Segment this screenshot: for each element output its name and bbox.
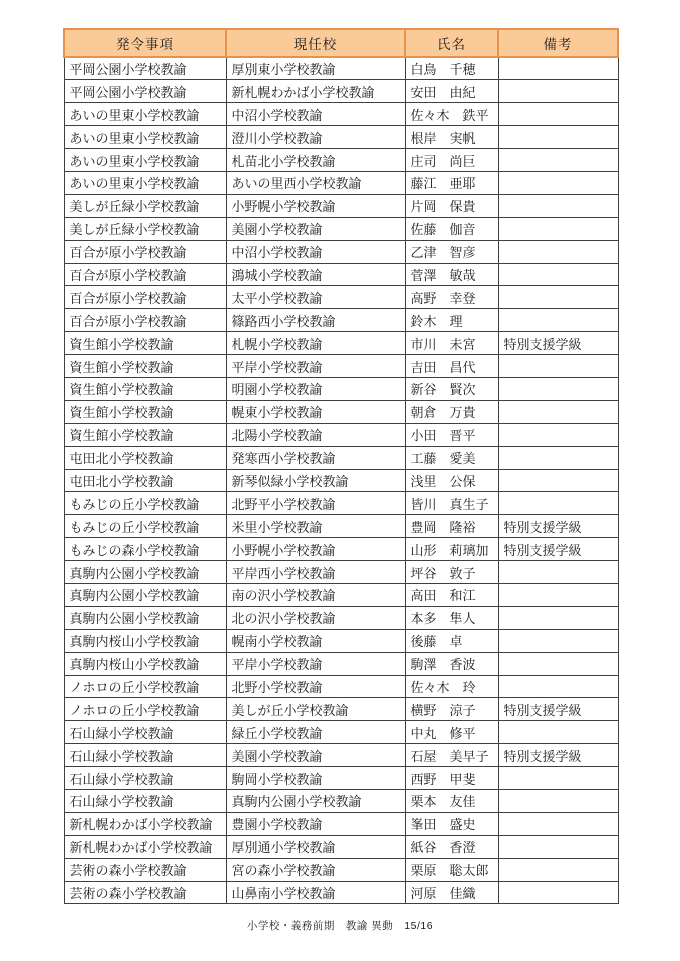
cell-order: 真駒内桜山小学校教諭: [64, 629, 226, 652]
cell-note: [498, 767, 618, 790]
cell-order: 資生館小学校教諭: [64, 332, 226, 355]
cell-order: 屯田北小学校教諭: [64, 446, 226, 469]
cell-school: 太平小学校教諭: [226, 286, 405, 309]
table-row: [64, 103, 618, 126]
cell-note: [498, 492, 618, 515]
cell-school: あいの里西小学校教諭: [226, 171, 405, 194]
cell-name: 石屋 美早子: [405, 744, 498, 767]
cell-order: 資生館小学校教諭: [64, 355, 226, 378]
cell-name: 佐々木 玲: [405, 675, 498, 698]
table-row: [64, 744, 618, 767]
cell-note: [498, 629, 618, 652]
table-row: [64, 606, 618, 629]
cell-order: もみじの丘小学校教諭: [64, 515, 226, 538]
cell-note: [498, 217, 618, 240]
cell-order: 資生館小学校教諭: [64, 400, 226, 423]
cell-school: 北野平小学校教諭: [226, 492, 405, 515]
cell-order: 百合が原小学校教諭: [64, 240, 226, 263]
cell-name: 浅里 公保: [405, 469, 498, 492]
cell-name: 高野 幸登: [405, 286, 498, 309]
cell-note: [498, 309, 618, 332]
cell-note: [498, 652, 618, 675]
cell-school: 明園小学校教諭: [226, 377, 405, 400]
cell-name: 紙谷 香澄: [405, 835, 498, 858]
cell-note: [498, 194, 618, 217]
cell-school: 澄川小学校教諭: [226, 126, 405, 149]
table-row: [64, 492, 618, 515]
table-row: [64, 767, 618, 790]
cell-school: 厚別通小学校教諭: [226, 835, 405, 858]
cell-school: 緑丘小学校教諭: [226, 721, 405, 744]
cell-order: 芸術の森小学校教諭: [64, 858, 226, 881]
cell-name: 高田 和江: [405, 583, 498, 606]
table-body: [64, 57, 618, 904]
cell-note: [498, 263, 618, 286]
table-row: [64, 57, 618, 80]
cell-note: 特別支援学級: [498, 515, 618, 538]
cell-order: あいの里東小学校教諭: [64, 126, 226, 149]
table-row: [64, 812, 618, 835]
cell-order: 美しが丘緑小学校教諭: [64, 217, 226, 240]
table-row: [64, 515, 618, 538]
table-row: [64, 561, 618, 584]
cell-name: 佐々木 鉄平: [405, 103, 498, 126]
cell-school: 中沼小学校教諭: [226, 240, 405, 263]
cell-name: 藤江 亜耶: [405, 171, 498, 194]
cell-school: 美園小学校教諭: [226, 744, 405, 767]
table-row: [64, 675, 618, 698]
cell-note: [498, 103, 618, 126]
cell-note: [498, 446, 618, 469]
cell-school: 発寒西小学校教諭: [226, 446, 405, 469]
cell-name: 西野 甲斐: [405, 767, 498, 790]
cell-name: 駒澤 香波: [405, 652, 498, 675]
cell-name: 吉田 昌代: [405, 355, 498, 378]
table-row: [64, 423, 618, 446]
cell-note: [498, 240, 618, 263]
cell-note: 特別支援学級: [498, 332, 618, 355]
table-header-row: [64, 29, 618, 57]
cell-note: [498, 835, 618, 858]
table-row: [64, 881, 618, 904]
cell-school: 札幌小学校教諭: [226, 332, 405, 355]
cell-note: [498, 171, 618, 194]
cell-school: 厚別東小学校教諭: [226, 57, 405, 80]
cell-school: 米里小学校教諭: [226, 515, 405, 538]
cell-name: 乙津 智彦: [405, 240, 498, 263]
cell-note: [498, 858, 618, 881]
cell-order: 百合が原小学校教諭: [64, 286, 226, 309]
cell-order: あいの里東小学校教諭: [64, 149, 226, 172]
table-row: [64, 80, 618, 103]
cell-order: 真駒内公園小学校教諭: [64, 561, 226, 584]
cell-note: [498, 377, 618, 400]
cell-order: 真駒内桜山小学校教諭: [64, 652, 226, 675]
cell-name: 小田 晋平: [405, 423, 498, 446]
cell-name: 後藤 卓: [405, 629, 498, 652]
cell-school: 北野小学校教諭: [226, 675, 405, 698]
cell-school: 小野幌小学校教諭: [226, 538, 405, 561]
cell-order: 百合が原小学校教諭: [64, 309, 226, 332]
cell-name: 山形 莉璃加: [405, 538, 498, 561]
cell-school: 平岸小学校教諭: [226, 355, 405, 378]
cell-school: 真駒内公園小学校教諭: [226, 790, 405, 813]
table-row: [64, 217, 618, 240]
cell-note: [498, 400, 618, 423]
table-row: [64, 332, 618, 355]
cell-note: [498, 812, 618, 835]
cell-note: 特別支援学級: [498, 538, 618, 561]
cell-school: 北の沢小学校教諭: [226, 606, 405, 629]
cell-name: 安田 由紀: [405, 80, 498, 103]
cell-school: 美園小学校教諭: [226, 217, 405, 240]
cell-name: 本多 隼人: [405, 606, 498, 629]
table-row: [64, 377, 618, 400]
header-name: 氏名: [405, 29, 498, 57]
cell-name: 中丸 修平: [405, 721, 498, 744]
cell-order: 新札幌わかば小学校教諭: [64, 835, 226, 858]
cell-school: 小野幌小学校教諭: [226, 194, 405, 217]
cell-order: あいの里東小学校教諭: [64, 171, 226, 194]
cell-note: [498, 149, 618, 172]
cell-note: [498, 675, 618, 698]
transfer-table: [63, 28, 619, 904]
cell-name: 新谷 賢次: [405, 377, 498, 400]
cell-note: [498, 469, 618, 492]
cell-name: 豊岡 隆裕: [405, 515, 498, 538]
cell-order: 真駒内公園小学校教諭: [64, 606, 226, 629]
cell-name: 根岸 実帆: [405, 126, 498, 149]
cell-school: 豊園小学校教諭: [226, 812, 405, 835]
cell-name: 峯田 盛史: [405, 812, 498, 835]
cell-name: 栗原 聡太郎: [405, 858, 498, 881]
table-row: [64, 286, 618, 309]
cell-school: 中沼小学校教諭: [226, 103, 405, 126]
header-order: 発令事項: [64, 29, 226, 57]
cell-note: [498, 286, 618, 309]
cell-school: 北陽小学校教諭: [226, 423, 405, 446]
cell-order: 美しが丘緑小学校教諭: [64, 194, 226, 217]
cell-name: 片岡 保貴: [405, 194, 498, 217]
header-note: 備考: [498, 29, 618, 57]
cell-note: 特別支援学級: [498, 698, 618, 721]
cell-school: 新琴似緑小学校教諭: [226, 469, 405, 492]
cell-name: 庄司 尚巨: [405, 149, 498, 172]
cell-note: 特別支援学級: [498, 744, 618, 767]
cell-name: 河原 佳織: [405, 881, 498, 904]
table-row: [64, 698, 618, 721]
cell-note: [498, 561, 618, 584]
cell-note: [498, 126, 618, 149]
cell-order: 石山緑小学校教諭: [64, 744, 226, 767]
cell-school: 平岸小学校教諭: [226, 652, 405, 675]
table-row: [64, 858, 618, 881]
cell-order: もみじの森小学校教諭: [64, 538, 226, 561]
cell-order: 石山緑小学校教諭: [64, 767, 226, 790]
cell-note: [498, 57, 618, 80]
cell-order: 石山緑小学校教諭: [64, 721, 226, 744]
cell-name: 菅澤 敏哉: [405, 263, 498, 286]
table-row: [64, 194, 618, 217]
cell-school: 篠路西小学校教諭: [226, 309, 405, 332]
cell-order: ノホロの丘小学校教諭: [64, 675, 226, 698]
cell-school: 宮の森小学校教諭: [226, 858, 405, 881]
table-row: [64, 790, 618, 813]
table-row: [64, 538, 618, 561]
table-row: [64, 652, 618, 675]
cell-name: 白鳥 千穂: [405, 57, 498, 80]
cell-name: 坪谷 敦子: [405, 561, 498, 584]
cell-name: 工藤 愛美: [405, 446, 498, 469]
cell-note: [498, 881, 618, 904]
cell-order: 屯田北小学校教諭: [64, 469, 226, 492]
cell-school: 幌南小学校教諭: [226, 629, 405, 652]
table-row: [64, 171, 618, 194]
table-row: [64, 629, 618, 652]
cell-name: 朝倉 万貴: [405, 400, 498, 423]
cell-name: 市川 未宮: [405, 332, 498, 355]
table-row: [64, 400, 618, 423]
cell-order: あいの里東小学校教諭: [64, 103, 226, 126]
cell-note: [498, 583, 618, 606]
cell-note: [498, 790, 618, 813]
cell-order: もみじの丘小学校教諭: [64, 492, 226, 515]
cell-school: 美しが丘小学校教諭: [226, 698, 405, 721]
cell-order: ノホロの丘小学校教諭: [64, 698, 226, 721]
cell-note: [498, 721, 618, 744]
cell-school: 幌東小学校教諭: [226, 400, 405, 423]
header-school: 現任校: [226, 29, 405, 57]
table-row: [64, 446, 618, 469]
cell-school: 駒岡小学校教諭: [226, 767, 405, 790]
cell-name: 横野 涼子: [405, 698, 498, 721]
cell-note: [498, 355, 618, 378]
cell-order: 平岡公園小学校教諭: [64, 57, 226, 80]
cell-school: 平岸西小学校教諭: [226, 561, 405, 584]
cell-order: 資生館小学校教諭: [64, 377, 226, 400]
table-row: [64, 240, 618, 263]
cell-school: 札苗北小学校教諭: [226, 149, 405, 172]
table-row: [64, 583, 618, 606]
cell-school: 山鼻南小学校教諭: [226, 881, 405, 904]
cell-note: [498, 423, 618, 446]
cell-name: 皆川 真生子: [405, 492, 498, 515]
cell-school: 鴻城小学校教諭: [226, 263, 405, 286]
table-row: [64, 126, 618, 149]
table-row: [64, 835, 618, 858]
table-row: [64, 469, 618, 492]
table-row: [64, 149, 618, 172]
table-row: [64, 721, 618, 744]
table-row: [64, 309, 618, 332]
cell-order: 石山緑小学校教諭: [64, 790, 226, 813]
table-row: [64, 355, 618, 378]
cell-name: 佐藤 伽音: [405, 217, 498, 240]
cell-order: 資生館小学校教諭: [64, 423, 226, 446]
page-footer: 小学校・義務前期 教諭 異動 15/16: [246, 920, 434, 932]
cell-school: 新札幌わかば小学校教諭: [226, 80, 405, 103]
cell-order: 真駒内公園小学校教諭: [64, 583, 226, 606]
cell-note: [498, 606, 618, 629]
cell-note: [498, 80, 618, 103]
cell-order: 百合が原小学校教諭: [64, 263, 226, 286]
table-row: [64, 263, 618, 286]
cell-order: 芸術の森小学校教諭: [64, 881, 226, 904]
cell-order: 新札幌わかば小学校教諭: [64, 812, 226, 835]
cell-name: 栗本 友佳: [405, 790, 498, 813]
cell-order: 平岡公園小学校教諭: [64, 80, 226, 103]
cell-name: 鈴木 理: [405, 309, 498, 332]
cell-school: 南の沢小学校教諭: [226, 583, 405, 606]
